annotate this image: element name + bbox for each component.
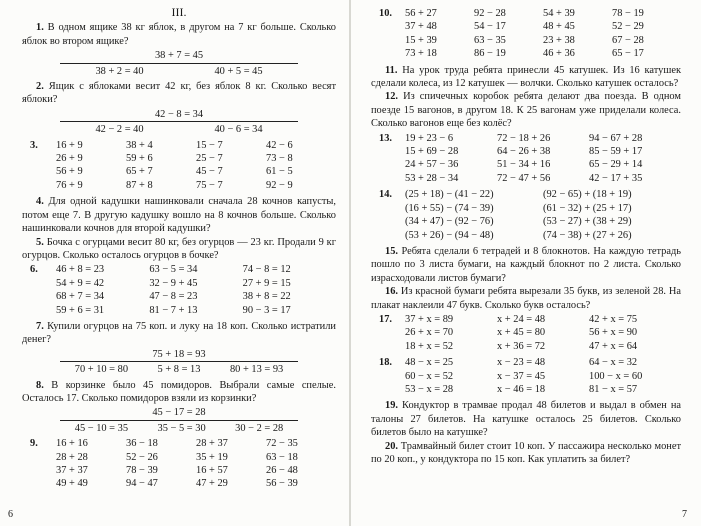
problem-text: Ящик с яблоками весит 42 кг, без яблок 8 кг. Сколько весят яблоки? (22, 81, 336, 106)
exercise-14 (371, 188, 681, 242)
solution-steps (60, 63, 298, 78)
exercise-column (196, 437, 266, 491)
expression: 90 − 3 = 17 (242, 304, 291, 316)
solution-main: 75 + 18 = 93 (152, 348, 206, 360)
exercise-column (405, 7, 474, 61)
expression: 56 + 9 (56, 166, 83, 178)
expression: 15 − 7 (196, 139, 223, 151)
problem-12 (371, 90, 681, 130)
expression: 51 − 34 + 16 (497, 159, 551, 171)
problem-text: В корзинке было 45 помидоров. Выбрали самые спелые. Осталось 17. Сколько помидоров взяли из корзинки? (22, 379, 336, 404)
right-page (351, 0, 701, 526)
exercise-column (497, 356, 589, 396)
expression: 65 + 7 (126, 166, 153, 178)
exercise-column (405, 132, 497, 186)
problem-7 (22, 320, 336, 347)
expression: 26 + 9 (56, 153, 83, 165)
expression: 36 − 18 (126, 438, 158, 450)
expression: 86 − 19 (474, 48, 506, 60)
problem-8 (22, 379, 336, 406)
expression: 19 + 23 − 6 (405, 132, 454, 144)
problem-number: 11. (385, 64, 398, 76)
problem-text: Трамвайный билет стоит 10 коп. У пассажира несколько монет по 20 коп., у кондуктора по 15 коп. Как уплатить за билет? (371, 440, 681, 465)
expression: 48 + 45 (543, 21, 575, 33)
expression: 78 − 39 (126, 465, 158, 476)
expression: 16 + 57 (196, 465, 228, 476)
exercise-column (543, 188, 681, 242)
solution-main: 45 − 17 = 28 (152, 407, 206, 419)
problem-number: 15. (385, 245, 398, 257)
solution-step: 80 + 13 = 93 (229, 364, 284, 376)
equation: x + 45 = 80 (497, 327, 546, 339)
equation: 64 − x = 32 (589, 357, 638, 369)
page-number: 6 (8, 509, 13, 520)
expression: 68 + 7 = 34 (56, 291, 105, 303)
problem-1 (22, 21, 336, 48)
problem-2 (22, 80, 336, 107)
equation: 53 − x = 28 (405, 383, 454, 395)
expression: 85 − 59 + 17 (589, 146, 643, 158)
expression: 65 − 29 + 14 (589, 159, 643, 171)
solution-step: 70 + 10 = 80 (74, 364, 129, 376)
problem-text: Ребята сделали 6 тетрадей и 8 блокнотов. На каждую тетрадь пошло по 3 листа бумаги, на каждый блокнот по 2 листа. Сколько израсходовали листов бумаги? (371, 245, 681, 284)
expression: 38 + 4 (126, 139, 153, 151)
exercise-column (126, 437, 196, 491)
problem-text: Кондуктор в трамвае продал 48 билетов и выдал в обмен на талоны 27 билетов. На катушке осталось 25 билетов. Сколько билетов было на катушке? (371, 400, 681, 439)
equation: 48 − x = 25 (405, 357, 454, 369)
problem-19 (371, 399, 681, 439)
solution-steps (60, 361, 298, 376)
solution-step: 40 + 5 = 45 (214, 65, 263, 77)
equation: 18 + x = 52 (405, 340, 454, 352)
expression: 73 + 18 (405, 48, 437, 60)
solution-step: 30 − 2 = 28 (235, 422, 284, 434)
problem-text: Из красной бумаги ребята вырезали 35 букв, из зеленой 28. На плакат наклеили 47 букв. Сколько букв осталось? (371, 286, 681, 311)
equation: x − 46 = 18 (497, 383, 546, 395)
expression: 72 − 18 + 26 (497, 132, 551, 144)
expression: 54 + 39 (543, 8, 575, 19)
solution-7 (22, 348, 336, 377)
solution-steps (60, 121, 298, 136)
expression: 37 + 37 (56, 465, 88, 476)
exercise-number: 3. (30, 139, 38, 151)
expression: (92 − 65) + (18 + 19) (543, 189, 632, 201)
exercise-column (405, 188, 543, 242)
expression: 75 − 7 (196, 179, 223, 191)
exercise-column (243, 263, 336, 317)
expression: 61 − 5 (266, 166, 293, 178)
exercise-column (589, 132, 681, 186)
expression: 46 + 36 (543, 48, 575, 60)
exercise-10 (371, 7, 681, 61)
solution-2 (22, 108, 336, 137)
expression: (61 − 32) + (25 + 17) (543, 202, 632, 214)
expression: 25 − 7 (196, 153, 223, 165)
solution-step: 45 − 10 = 35 (74, 422, 129, 434)
equation: x − 37 = 45 (497, 370, 546, 382)
expression: 65 − 17 (612, 48, 644, 60)
exercise-number: 9. (30, 438, 38, 450)
equation: x − 23 = 48 (497, 357, 546, 369)
solution-step: 42 − 2 = 40 (95, 124, 144, 136)
expression: 87 + 8 (126, 179, 153, 191)
expression: 45 − 7 (196, 166, 223, 178)
solution-step: 40 − 6 = 34 (214, 124, 263, 136)
equation: 47 + x = 64 (589, 340, 638, 352)
exercise-number: 14. (379, 189, 392, 201)
exercise-number: 18. (379, 357, 392, 369)
exercise-column (612, 7, 681, 61)
equation: 56 + x = 90 (589, 327, 638, 339)
expression: 56 + 27 (405, 8, 437, 19)
exercise-column (196, 139, 266, 193)
left-page (0, 0, 350, 526)
exercise-column (589, 313, 681, 353)
exercise-3 (22, 139, 336, 193)
exercise-column (126, 139, 196, 193)
exercise-column (543, 7, 612, 61)
expression: 72 − 35 (266, 438, 298, 450)
expression: 24 + 57 − 36 (405, 159, 459, 171)
exercise-17 (371, 313, 681, 353)
expression: 53 + 28 − 34 (405, 172, 459, 184)
expression: 35 + 19 (196, 451, 228, 463)
exercise-column (149, 263, 242, 317)
expression: 74 − 8 = 12 (242, 264, 291, 276)
expression: 56 − 39 (266, 478, 298, 490)
exercise-column (266, 437, 336, 491)
exercise-column (405, 313, 497, 353)
expression: 42 − 6 (266, 139, 293, 151)
problem-4 (22, 195, 336, 235)
expression: 49 + 49 (56, 478, 88, 490)
equation: 26 + x = 70 (405, 327, 454, 339)
problem-text: На урок труда ребята принесли 45 катушек. Из 16 катушек сделали колеса, из 12 катушек — волчки. Сколько катушек осталось? (371, 64, 681, 90)
expression: 78 − 19 (612, 8, 644, 19)
problem-20 (371, 440, 681, 467)
solution-step: 5 + 8 = 13 (157, 364, 201, 376)
problem-number: 7. (36, 320, 44, 332)
equation: x + 24 = 48 (497, 313, 546, 325)
expression: 26 − 48 (266, 465, 298, 476)
exercise-column (405, 356, 497, 396)
exercise-column (474, 7, 543, 61)
exercise-column (266, 139, 336, 193)
problem-number: 16. (385, 286, 398, 298)
exercise-column (497, 132, 589, 186)
exercise-6 (22, 263, 336, 317)
equation: 81 − x = 57 (589, 383, 638, 395)
right-page-content (371, 6, 681, 466)
problem-11 (371, 64, 681, 91)
problem-number: 19. (385, 400, 398, 412)
exercise-column (497, 313, 589, 353)
problem-text: В одном ящике 38 кг яблок, в другом на 7 кг больше. Сколько яблок во втором ящике? (22, 22, 336, 47)
exercise-18 (371, 356, 681, 396)
expression: 47 + 29 (196, 478, 228, 490)
equation: 37 + x = 89 (405, 313, 454, 325)
equation: 100 − x = 60 (589, 370, 643, 382)
expression: 38 + 8 = 22 (242, 291, 291, 303)
expression: 63 − 35 (474, 34, 506, 46)
expression: (74 − 38) + (27 + 26) (543, 229, 632, 241)
expression: 92 − 9 (266, 179, 293, 191)
exercise-number: 17. (379, 313, 392, 325)
expression: (16 + 55) − (74 − 39) (405, 202, 494, 214)
expression: (53 + 26) − (94 − 48) (405, 229, 494, 241)
expression: 52 − 26 (126, 451, 158, 463)
problem-15 (371, 245, 681, 285)
expression: 23 + 38 (543, 34, 575, 46)
expression: 28 + 37 (196, 438, 228, 450)
exercise-9 (22, 437, 336, 491)
expression: (25 + 18) − (41 − 22) (405, 189, 494, 201)
expression: 94 − 47 (126, 478, 158, 490)
expression: 92 − 28 (474, 8, 506, 19)
expression: 73 − 8 (266, 153, 293, 165)
equation: 60 − x = 52 (405, 370, 454, 382)
expression: 64 − 26 + 38 (497, 146, 551, 158)
expression: 54 − 17 (474, 21, 506, 33)
problem-text: Для одной кадушки нашинковали сначала 28 кочнов капусты, потом еще 7. В другую кадушку вошло на 8 кочнов больше. Сколько нашинковали кочнов для второй кадушки? (22, 196, 336, 235)
problem-5 (22, 236, 336, 263)
exercise-13 (371, 132, 681, 186)
problem-text: Купили огурцов на 75 коп. и луку на 18 коп. Сколько истратили денег? (22, 320, 336, 346)
expression: 42 − 17 + 35 (589, 172, 643, 184)
expression: 72 − 47 + 56 (497, 172, 551, 184)
problem-number: 1. (36, 22, 44, 34)
expression: 76 + 9 (56, 179, 83, 191)
expression: 52 − 29 (612, 21, 644, 33)
expression: 37 + 48 (405, 21, 437, 33)
problem-number: 20. (385, 440, 398, 452)
solution-main: 38 + 7 = 45 (154, 50, 204, 62)
equation: x + 36 = 72 (497, 340, 546, 352)
expression: 67 − 28 (612, 34, 644, 46)
chapter-heading: III. (171, 5, 187, 19)
exercise-column (56, 263, 149, 317)
solution-1 (22, 49, 336, 78)
problem-number: 5. (36, 236, 44, 248)
expression: 63 − 5 = 34 (149, 264, 198, 276)
solution-step: 38 + 2 = 40 (95, 65, 144, 77)
problem-number: 4. (36, 196, 44, 208)
page-number: 7 (682, 509, 687, 520)
expression: (53 − 27) + (38 + 29) (543, 216, 632, 228)
exercise-number: 6. (30, 264, 38, 276)
solution-main: 42 − 8 = 34 (154, 108, 204, 120)
expression: 59 + 6 (126, 153, 153, 165)
left-page-content (22, 6, 336, 494)
expression: 15 + 39 (405, 34, 437, 46)
problem-number: 12. (385, 91, 398, 103)
solution-8 (22, 406, 336, 435)
expression: 27 + 9 = 15 (242, 277, 291, 289)
expression: 54 + 9 = 42 (56, 277, 105, 289)
expression: 81 − 7 + 13 (149, 304, 198, 316)
exercise-column (589, 356, 681, 396)
expression: 15 + 69 − 28 (405, 146, 459, 158)
problem-number: 2. (36, 81, 44, 93)
problem-text: Бочка с огурцами весит 80 кг, без огурцов — 23 кг. Продали 9 кг огурцов. Сколько осталось огурцов в бочке? (22, 236, 336, 261)
expression: 32 − 9 + 45 (149, 277, 198, 289)
expression: 28 + 28 (56, 451, 88, 463)
expression: 94 − 67 + 28 (589, 132, 643, 144)
expression: 46 + 8 = 23 (56, 264, 105, 276)
expression: 63 − 18 (266, 451, 298, 463)
exercise-column (56, 139, 126, 193)
expression: 47 − 8 = 23 (149, 291, 198, 303)
problem-text: Из спичечных коробок ребята делают два поезда. В одном поезде 15 вагонов, в другом 18. К 25 вагонам уже приделали колеса. Сколько вагонов еще без колёс? (371, 91, 681, 130)
expression: (34 + 47) − (92 − 76) (405, 216, 494, 228)
exercise-number: 10. (379, 8, 392, 19)
exercise-number: 13. (379, 132, 392, 144)
exercise-column (56, 437, 126, 491)
solution-step: 35 − 5 = 30 (157, 422, 206, 434)
expression: 16 + 9 (56, 139, 83, 151)
solution-steps (60, 420, 298, 435)
problem-number: 8. (36, 379, 44, 391)
equation: 42 + x = 75 (589, 313, 638, 325)
expression: 59 + 6 = 31 (56, 304, 105, 316)
expression: 16 + 16 (56, 438, 88, 450)
problem-16 (371, 285, 681, 312)
